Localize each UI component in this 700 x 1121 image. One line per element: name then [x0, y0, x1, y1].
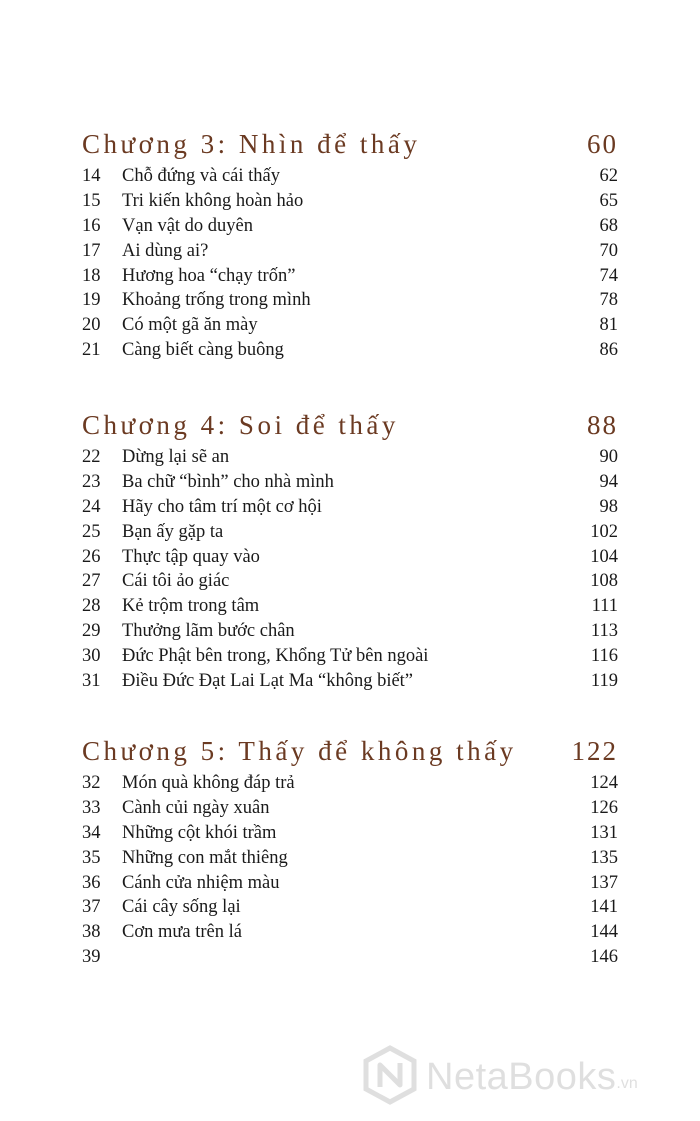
entry-page: 116	[590, 646, 618, 667]
entry-title: Ai dùng ai?	[122, 240, 209, 261]
entry-number: 28	[82, 596, 101, 617]
entry-title: Cành củi ngày xuân	[122, 797, 270, 818]
entry-page: 90	[599, 447, 618, 467]
toc-entry	[82, 520, 618, 545]
toc-entry	[82, 594, 618, 619]
entry-number: 38	[82, 922, 101, 943]
entry-title: Đức Phật bên trong, Khổng Tử bên ngoài	[122, 646, 429, 667]
entry-list	[82, 445, 618, 694]
netabooks-watermark	[362, 1046, 682, 1108]
entry-number: 32	[82, 773, 101, 793]
entry-title: Kẻ trộm trong tâm	[122, 596, 260, 617]
entry-title: Thưởng lãm bước chân	[122, 621, 295, 642]
entry-number: 37	[82, 897, 101, 918]
entry-page: 131	[590, 822, 618, 843]
entry-page: 141	[590, 897, 618, 918]
toc-entry	[82, 895, 618, 920]
entry-title: Hương hoa “chạy trốn”	[122, 265, 296, 286]
entry-title: Những con mắt thiêng	[122, 847, 288, 868]
entry-number: 17	[82, 240, 101, 261]
entry-title: Món quà không đáp trả	[122, 773, 295, 793]
toc-entry	[82, 189, 618, 214]
entry-list	[82, 771, 618, 970]
entry-title: Có một gã ăn mày	[122, 315, 258, 336]
entry-page: 108	[590, 571, 618, 592]
toc-entry	[82, 669, 618, 694]
entry-page: 65	[599, 190, 618, 211]
toc-entry	[82, 545, 618, 570]
entry-number: 16	[82, 215, 101, 236]
entry-number: 33	[82, 797, 101, 818]
toc-entry	[82, 945, 618, 970]
entry-title: Cái cây sống lại	[122, 897, 241, 918]
toc-entry	[82, 470, 618, 495]
chapter-heading-row	[82, 405, 618, 445]
entry-page: 126	[590, 797, 618, 818]
entry-number: 15	[82, 190, 101, 211]
entry-page: 70	[599, 240, 618, 261]
entry-page: 146	[590, 947, 618, 968]
entry-page: 137	[590, 872, 618, 893]
entry-number: 23	[82, 471, 101, 492]
entry-title: Chỗ đứng và cái thấy	[122, 166, 280, 186]
entry-number: 39	[82, 947, 101, 968]
entry-page: 78	[599, 290, 618, 311]
entry-title: Dừng lại sẽ an	[122, 447, 230, 467]
entry-page: 113	[590, 621, 618, 642]
toc-entry	[82, 338, 618, 363]
entry-number: 29	[82, 621, 101, 642]
entry-page: 81	[599, 315, 618, 336]
entry-number: 18	[82, 265, 101, 286]
entry-number: 35	[82, 847, 101, 868]
toc-entry	[82, 164, 618, 189]
entry-title: Bạn ấy gặp ta	[122, 521, 224, 542]
entry-number: 22	[82, 447, 101, 467]
toc-entry	[82, 214, 618, 239]
chapter-page-number: 60	[587, 129, 618, 159]
entry-number: 34	[82, 822, 101, 843]
entry-title: Tri kiến không hoàn hảo	[122, 190, 304, 211]
toc-entry	[82, 920, 618, 945]
entry-page: 94	[599, 471, 618, 492]
entry-title: Cơn mưa trên lá	[122, 922, 242, 943]
entry-number: 27	[82, 571, 101, 592]
entry-title: Cánh cửa nhiệm màu	[122, 872, 280, 893]
toc-entry	[82, 821, 618, 846]
toc-entry	[82, 619, 618, 644]
entry-page: 111	[591, 596, 618, 617]
entry-number: 30	[82, 646, 101, 667]
entry-page: 62	[599, 166, 618, 186]
chapter-heading-row	[82, 124, 618, 164]
watermark-suffix: .vn	[616, 1075, 638, 1092]
entry-page: 135	[590, 847, 618, 868]
entry-number: 21	[82, 340, 101, 361]
entry-title: Khoảng trống trong mình	[122, 290, 311, 311]
chapter-section-5	[82, 731, 618, 970]
entry-page: 104	[590, 546, 618, 567]
entry-page: 124	[590, 773, 618, 793]
entry-title: Cái tôi ảo giác	[122, 571, 230, 592]
entry-page: 144	[590, 922, 618, 943]
entry-page: 119	[590, 671, 618, 692]
entry-number: 25	[82, 521, 101, 542]
toc-entry	[82, 495, 618, 520]
entry-number: 24	[82, 496, 101, 517]
entry-number: 19	[82, 290, 101, 311]
entry-number: 26	[82, 546, 101, 567]
chapter-title: Chương 3: Nhìn để thấy	[82, 129, 421, 159]
toc-entry	[82, 871, 618, 896]
toc-entry	[82, 796, 618, 821]
watermark-brand: NetaBooks	[426, 1055, 617, 1098]
toc-entry	[82, 239, 618, 264]
toc-entry	[82, 264, 618, 289]
chapter-section-3	[82, 124, 618, 363]
chapter-page-number: 122	[571, 736, 618, 766]
entry-page: 74	[599, 265, 618, 286]
chapter-heading-row	[82, 731, 618, 771]
chapter-page-number: 88	[587, 410, 618, 440]
entry-number: 20	[82, 315, 101, 336]
entry-title: Càng biết càng buông	[122, 340, 284, 361]
chapter-title: Chương 4: Soi để thấy	[82, 410, 399, 440]
toc-entry	[82, 569, 618, 594]
entry-page: 98	[599, 496, 618, 517]
entry-number: 36	[82, 872, 101, 893]
entry-page: 86	[599, 340, 618, 361]
netabooks-logo-icon	[362, 1045, 418, 1109]
toc-entry	[82, 313, 618, 338]
chapter-section-4	[82, 405, 618, 694]
entry-title: Ba chữ “bình” cho nhà mình	[122, 471, 334, 492]
toc-entry	[82, 445, 618, 470]
entry-title: Điều Đức Đạt Lai Lạt Ma “không biết”	[122, 671, 414, 692]
entry-number: 14	[82, 166, 101, 186]
entry-list	[82, 164, 618, 363]
entry-title: Hãy cho tâm trí một cơ hội	[122, 496, 322, 517]
toc-entry	[82, 288, 618, 313]
entry-number: 31	[82, 671, 101, 692]
entry-title: Thực tập quay vào	[122, 546, 260, 567]
toc-entry	[82, 846, 618, 871]
entry-title: Vạn vật do duyên	[122, 215, 254, 236]
entry-title: Những cột khói trầm	[122, 822, 277, 843]
entry-page: 68	[599, 215, 618, 236]
chapter-title: Chương 5: Thấy để không thấy	[82, 736, 517, 766]
entry-page: 102	[590, 521, 618, 542]
toc-entry	[82, 771, 618, 796]
toc-entry	[82, 644, 618, 669]
